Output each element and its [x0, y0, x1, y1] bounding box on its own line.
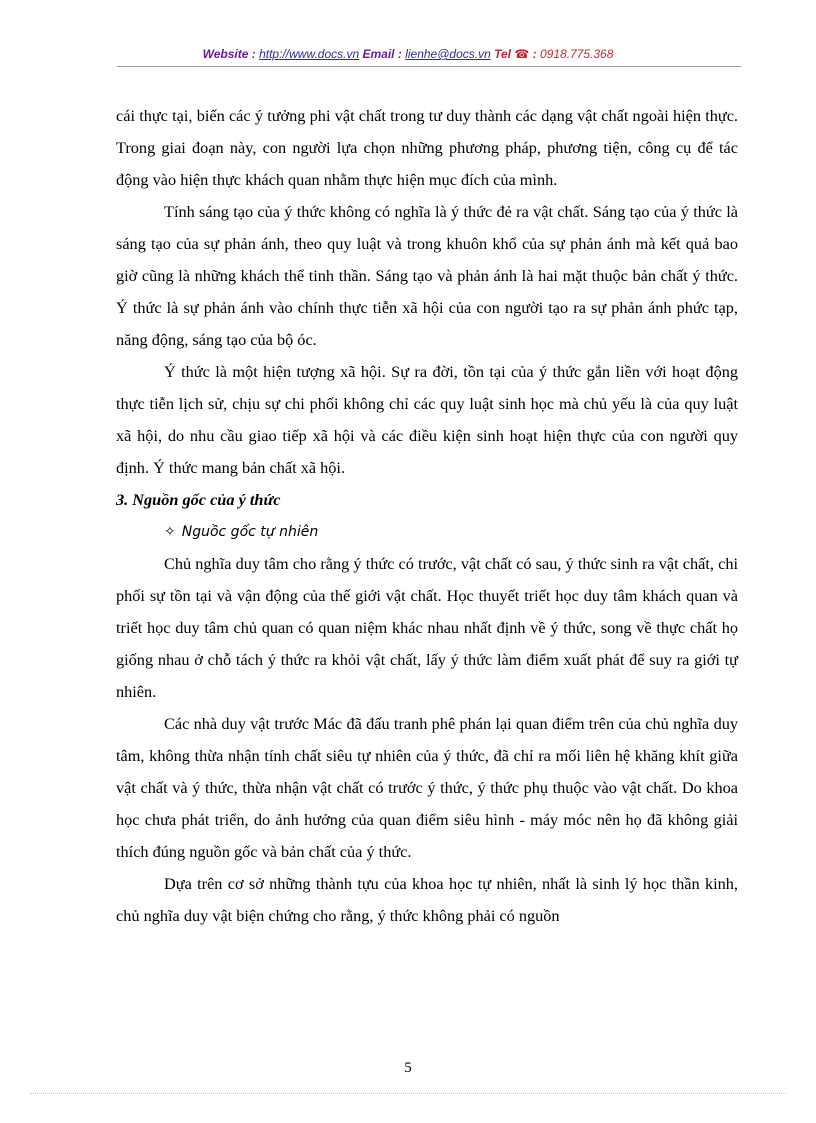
- sub-heading: [116, 516, 738, 548]
- page-header: [0, 47, 816, 61]
- page-number: 5: [404, 1060, 412, 1076]
- tel-label: Tel ☎ :: [494, 47, 537, 61]
- document-body: [116, 100, 738, 932]
- header-divider: [117, 66, 741, 67]
- sub-heading-text: Nguồc gốc tự nhiên: [181, 524, 319, 540]
- website-link[interactable]: http://www.docs.vn: [259, 47, 360, 61]
- paragraph: cái thực tại, biến các ý tưởng phi vật chất trong tư duy thành các dạng vật chất ngoài hiện thực. Trong giai đoạn này, con người lựa chọn những phương pháp, phương tiện, công cụ để tác động vào hiện thực khách quan nhằm thực hiện mục đích của mình.: [116, 106, 738, 189]
- sparkle-bullet-icon: ✧: [164, 524, 176, 540]
- email-label: Email :: [362, 47, 402, 61]
- section-heading: 3. Nguồn gốc của ý thức: [116, 490, 281, 509]
- paragraph: Chủ nghĩa duy tâm cho rằng ý thức có trước, vật chất có sau, ý thức sinh ra vật chất, chi phối sự tồn tại và vận động của thế giới vật chất. Học thuyết triết học duy tâm khách quan và triết học duy tâm chủ quan có quan niệm khác nhau nhất định về ý thức, song về thực chất họ giống nhau ở chỗ tách ý thức ra khỏi vật chất, lấy ý thức làm điểm xuất phát để suy ra giới tự nhiên.: [116, 554, 738, 701]
- phone-number: 0918.775.368: [539, 47, 614, 61]
- paragraph: Dựa trên cơ sở những thành tựu của khoa học tự nhiên, nhất là sinh lý học thần kinh, chủ nghĩa duy vật biện chứng cho rằng, ý thức không phải có nguồn: [116, 874, 738, 925]
- paragraph: Các nhà duy vật trước Mác đã đấu tranh phê phán lại quan điểm trên của chủ nghĩa duy tâm, không thừa nhận tính chất siêu tự nhiên của ý thức, đã chỉ ra mối liên hệ khăng khít giữa vật chất và ý thức, thừa nhận vật chất có trước ý thức, ý thức phụ thuộc vào vật chất. Do khoa học chưa phát triển, do ảnh hưởng của quan điểm siêu hình - máy móc nên họ đã không giải thích đúng nguồn gốc và bản chất của ý thức.: [116, 714, 738, 861]
- footer-divider: [30, 1093, 786, 1094]
- email-link[interactable]: lienhe@docs.vn: [405, 47, 491, 61]
- paragraph: Ý thức là một hiện tượng xã hội. Sự ra đời, tồn tại của ý thức gắn liền với hoạt động thực tiễn lịch sử, chịu sự chi phối không chỉ các quy luật sinh học mà chủ yếu là của quy luật xã hội, do nhu cầu giao tiếp xã hội và các điều kiện sinh hoạt hiện thực của con người quy định. Ý thức mang bản chất xã hội.: [116, 362, 738, 477]
- paragraph: Tính sáng tạo của ý thức không có nghĩa là ý thức đẻ ra vật chất. Sáng tạo của ý thức là sáng tạo của sự phản ánh, theo quy luật và trong khuôn khổ của sự phản ánh mà kết quả bao giờ cũng là những khách thể tinh thần. Sáng tạo và phản ánh là hai mặt thuộc bản chất ý thức. Ý thức là sự phản ánh vào chính thực tiễn xã hội của con người tạo ra sự phản ánh phức tạp, năng động, sáng tạo của bộ óc.: [116, 202, 738, 349]
- website-label: Website :: [202, 47, 256, 61]
